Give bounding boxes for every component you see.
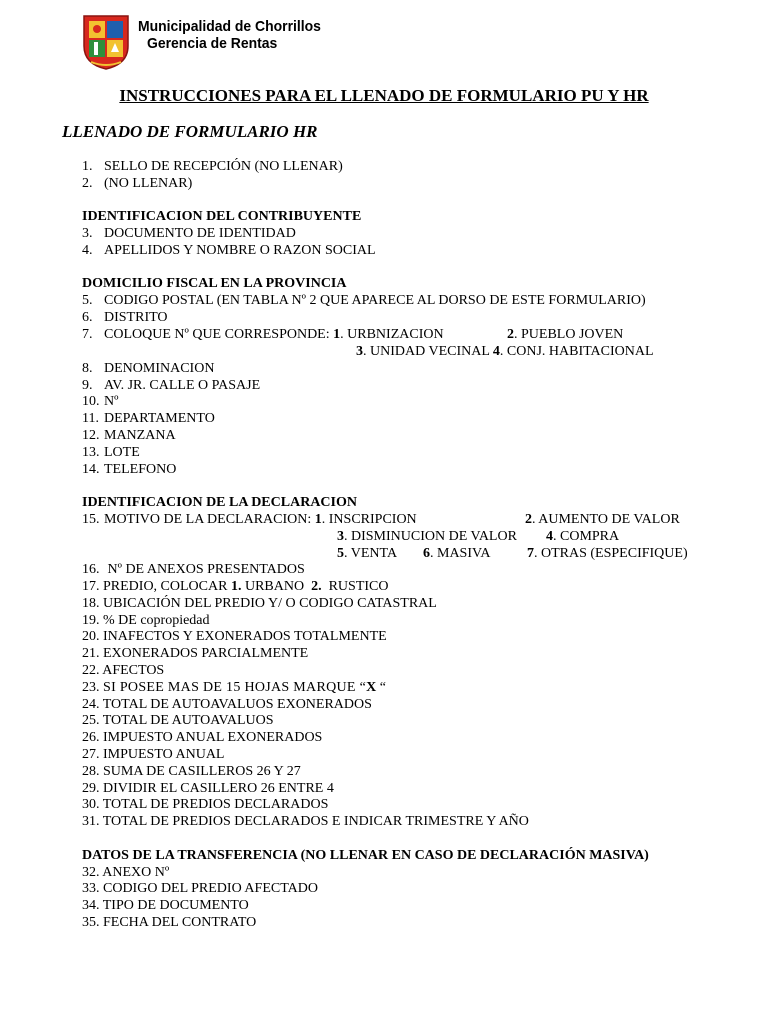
list-item: 4. APELLIDOS Y NOMBRE O RAZON SOCIAL (82, 243, 376, 258)
list-item: 28. SUMA DE CASILLEROS 26 Y 27 (82, 764, 301, 779)
list-item: 22. AFECTOS (82, 663, 165, 678)
list-item: 9. AV. JR. CALLE O PASAJE (82, 378, 261, 393)
section-heading: IDENTIFICACION DEL CONTRIBUYENTE (82, 209, 362, 224)
list-item: 7. COLOQUE Nº QUE CORRESPONDE: 1. URBNIZACION (82, 327, 444, 342)
list-item: 12. MANZANA (82, 428, 176, 443)
list-item: 15. MOTIVO DE LA DECLARACION: 1. INSCRIPCION (82, 512, 417, 527)
list-item: 35. FECHA DEL CONTRATO (82, 915, 257, 930)
list-item: 25. TOTAL DE AUTOAVALUOS (82, 713, 274, 728)
list-item: 24. TOTAL DE AUTOAVALUOS EXONERADOS (82, 697, 372, 712)
list-item: 21. EXONERADOS PARCIALMENTE (82, 646, 309, 661)
list-item: 31. TOTAL DE PREDIOS DECLARADOS E INDICAR TRIMESTRE Y AÑO (82, 814, 529, 829)
section-heading: IDENTIFICACION DE LA DECLARACION (82, 495, 357, 510)
list-item: 14. TELEFONO (82, 462, 177, 477)
list-item: 32. ANEXO Nº (82, 865, 170, 880)
list-item: 11. DEPARTAMENTO (82, 411, 215, 426)
list-item-option: 4. COMPRA (546, 529, 620, 544)
list-item-option: 2. PUEBLO JOVEN (507, 327, 624, 342)
list-item: 10. Nº (82, 394, 119, 409)
list-item-option: 3. UNIDAD VECINAL 4. CONJ. HABITACIONAL (356, 344, 654, 359)
list-item-option: 7. OTRAS (ESPECIFIQUE) (527, 546, 688, 561)
municipal-crest-logo (81, 12, 131, 70)
list-item: 18. UBICACIÓN DEL PREDIO Y/ O CODIGO CATASTRAL (82, 596, 437, 611)
list-item: 3. DOCUMENTO DE IDENTIDAD (82, 226, 296, 241)
municipality-name: Municipalidad de Chorrillos (138, 18, 321, 35)
list-item-option: 6. MASIVA (423, 546, 491, 561)
document-title: INSTRUCCIONES PARA EL LLENADO DE FORMULARIO PU Y HR (119, 86, 649, 105)
list-item: 34. TIPO DE DOCUMENTO (82, 898, 249, 913)
list-item: 6. DISTRITO (82, 310, 168, 325)
section-heading: DOMICILIO FISCAL EN LA PROVINCIA (82, 276, 347, 291)
list-item: 30. TOTAL DE PREDIOS DECLARADOS (82, 797, 329, 812)
list-item: 27. IMPUESTO ANUAL (82, 747, 225, 762)
list-item: 2. (NO LLENAR) (82, 176, 193, 191)
list-item: 19. % DE copropiedad (82, 613, 210, 628)
list-item-option: 2. AUMENTO DE VALOR (525, 512, 680, 527)
section-title: LLENADO DE FORMULARIO HR (62, 122, 318, 141)
list-item: 17. PREDIO, COLOCAR 1. URBANO 2. RUSTICO (82, 579, 389, 594)
list-item: 26. IMPUESTO ANUAL EXONERADOS (82, 730, 323, 745)
list-item: 13. LOTE (82, 445, 140, 460)
list-item: 23. SI POSEE MAS DE 15 HOJAS MARQUE “X “ (82, 680, 386, 695)
list-item-option: 5. VENTA (337, 546, 398, 561)
list-item: 29. DIVIDIR EL CASILLERO 26 ENTRE 4 (82, 781, 334, 796)
list-item: 33. CODIGO DEL PREDIO AFECTADO (82, 881, 318, 896)
list-item: 1. SELLO DE RECEPCIÓN (NO LLENAR) (82, 159, 343, 174)
section-heading: DATOS DE LA TRANSFERENCIA (NO LLENAR EN CASO DE DECLARACIÓN MASIVA) (82, 848, 649, 863)
list-item-option: 3. DISMINUCION DE VALOR (337, 529, 517, 544)
list-item: 8. DENOMINACION (82, 361, 215, 376)
department-name: Gerencia de Rentas (147, 35, 278, 52)
list-item: 16. Nº DE ANEXOS PRESENTADOS (82, 562, 305, 577)
list-item: 5. CODIGO POSTAL (EN TABLA Nº 2 QUE APARECE AL DORSO DE ESTE FORMULARIO) (82, 293, 646, 308)
list-item: 20. INAFECTOS Y EXONERADOS TOTALMENTE (82, 629, 387, 644)
